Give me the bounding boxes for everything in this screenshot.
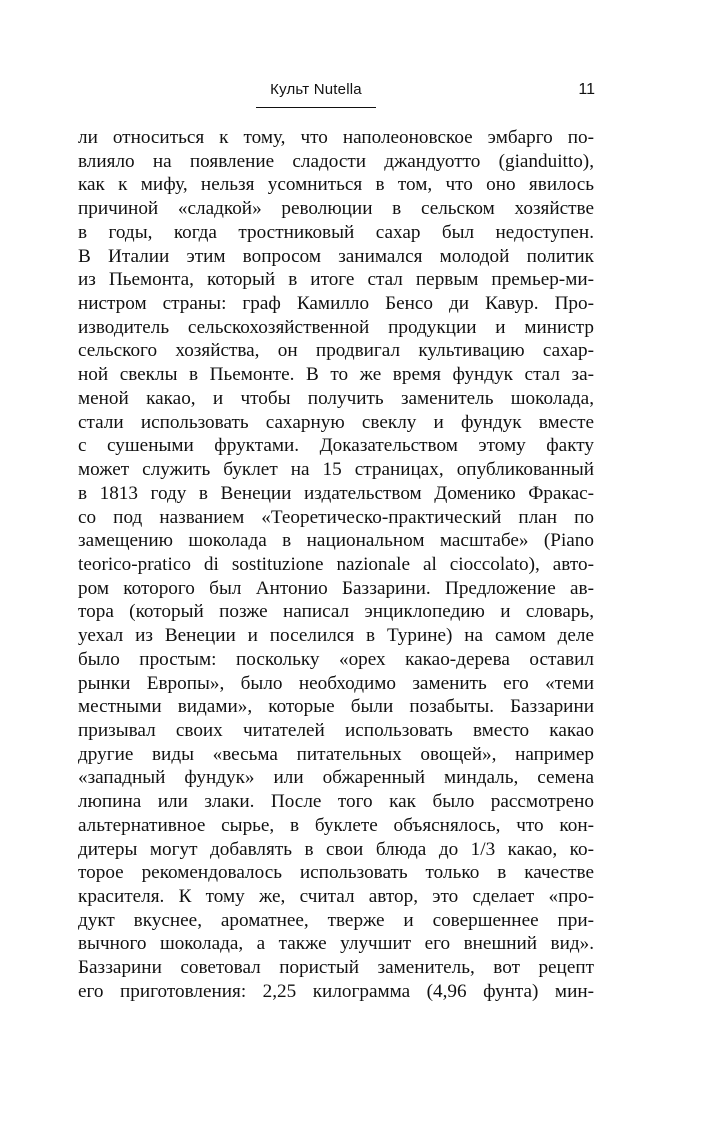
text-line: со под названием «Теоретическо-практический план по [78, 506, 594, 528]
text-line: дитеры могут добавлять в свои блюда до 1/3 какао, ко- [78, 838, 594, 860]
text-line: призывал своих читателей использовать вместо какао [78, 719, 594, 741]
running-head [0, 80, 709, 110]
text-line: уехал из Венеции и поселился в Турине) на самом деле [78, 625, 594, 647]
text-line: замещению шоколада в национальном масштабе» (Piano [78, 530, 594, 552]
text-line: альтернативное сырье, в буклете объяснялось, что кон- [78, 814, 594, 836]
text-line: как к мифу, нельзя усомниться в том, что оно явилось [78, 174, 594, 196]
text-line: было простым: поскольку «орех какао-дерева оставил [78, 648, 594, 670]
text-line: teorico-pratico di sostituzione nazionale al cioccolato), авто- [78, 553, 594, 575]
text-line: в 1813 году в Венеции издательством Доменико Фракас- [78, 482, 594, 504]
text-line: из Пьемонта, который в итоге стал первым премьер-ми- [78, 269, 594, 291]
text-line: причиной «сладкой» революции в сельском хозяйстве [78, 198, 594, 220]
text-line: ли относиться к тому, что наполеоновское эмбарго по- [78, 127, 594, 148]
text-line: торое рекомендовалось использовать только в качестве [78, 862, 594, 884]
text-line: местными видами», которые были позабыты. Баззарини [78, 696, 594, 718]
text-line: «западный фундук» или обжаренный миндаль, семена [78, 767, 594, 789]
text-line: изводитель сельскохозяйственной продукции и министр [78, 316, 594, 338]
text-line: нистром страны: граф Камилло Бенсо ди Кавур. Про- [78, 293, 594, 315]
text-line: может служить буклет на 15 страницах, опубликованный [78, 459, 594, 481]
page-number: 11 [578, 81, 595, 98]
text-line: стали использовать сахарную свеклу и фундук вместе [78, 411, 594, 433]
text-line: в годы, когда тростниковый сахар был недоступен. [78, 221, 594, 243]
text-line: рынки Европы», было необходимо заменить его «теми [78, 672, 594, 694]
text-line: люпина или злаки. После того как было рассмотрено [78, 791, 594, 813]
text-line: В Италии этим вопросом занимался молодой политик [78, 245, 594, 267]
text-line: с сушеными фруктами. Доказательством этому факту [78, 435, 594, 457]
text-line: Баззарини советовал пористый заменитель, вот рецепт [78, 957, 594, 979]
body-text [78, 126, 594, 1004]
text-line: его приготовления: 2,25 килограмма (4,96 фунта) мин- [78, 980, 594, 1002]
header-rule [256, 107, 376, 108]
text-line: меной какао, и чтобы получить заменитель шоколада, [78, 387, 594, 409]
text-line: вычного шоколада, а также улучшит его внешний вид». [78, 933, 594, 955]
text-line: тора (который позже написал энциклопедию и словарь, [78, 601, 594, 623]
text-line: другие виды «весьма питательных овощей», например [78, 743, 594, 765]
text-line: красителя. К тому же, считал автор, это сделает «про- [78, 886, 594, 907]
running-title: Культ Nutella [270, 81, 362, 98]
text-line: ром которого был Антонио Баззарини. Предложение ав- [78, 577, 594, 599]
text-line: сельского хозяйства, он продвигал культивацию сахар- [78, 340, 594, 362]
text-line: влияло на появление сладости джандуотто (gianduitto), [78, 150, 594, 172]
text-line: ной свеклы в Пьемонте. В то же время фундук стал за- [78, 364, 594, 386]
text-line: дукт вкуснее, ароматнее, тверже и совершеннее при- [78, 909, 594, 931]
